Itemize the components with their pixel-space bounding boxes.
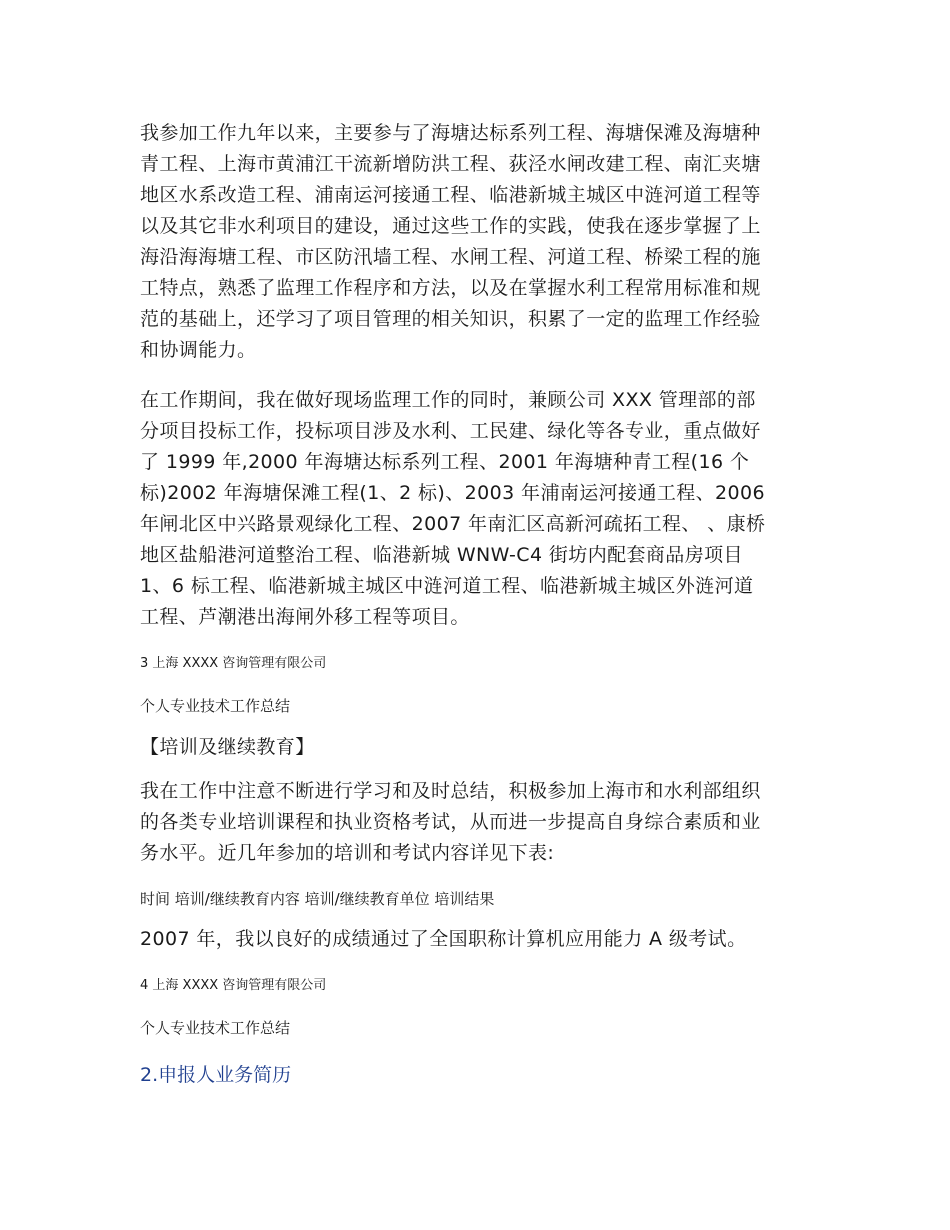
section-heading-resume: 2.申报人业务简历 [140, 1064, 292, 1086]
text-line: 以及其它非水利项目的建设，通过这些工作的实践，使我在逐步掌握了上 [140, 215, 761, 237]
text-line: 务水平。近几年参加的培训和考试内容详见下表: [140, 842, 555, 864]
text-line: 青工程、上海市黄浦江干流新增防洪工程、荻泾水闸改建工程、南汇夹塘 [140, 153, 761, 175]
document-page [140, 118, 820, 1088]
text-line: 工程、芦潮港出海闸外移工程等项目。 [140, 606, 470, 628]
page-header-doc-title: 个人专业技术工作总结 [140, 697, 291, 715]
text-line: 和协调能力。 [140, 339, 257, 361]
text-line: 标)2002 年海塘保滩工程(1、2 标)、2003 年浦南运河接通工程、2006 [140, 482, 765, 504]
text-line: 我在工作中注意不断进行学习和及时总结，积极参加上海市和水利部组织 [140, 780, 761, 802]
text-line: 的各类专业培训课程和执业资格考试，从而进一步提高自身综合素质和业 [140, 811, 761, 833]
text-line: 地区盐船港河道整治工程、临港新城 WNW-C4 街坊内配套商品房项目 [140, 544, 743, 566]
text-line: 在工作期间，我在做好现场监理工作的同时，兼顾公司 XXX 管理部的部 [140, 389, 756, 411]
page-footer-company: 3 上海 XXXX 咨询管理有限公司 [140, 656, 327, 671]
text-line: 范的基础上，还学习了项目管理的相关知识，积累了一定的监理工作经验 [140, 308, 761, 330]
text-line: 海沿海海塘工程、市区防汛墙工程、水闸工程、河道工程、桥梁工程的施 [140, 246, 761, 268]
paragraph-training [140, 776, 820, 869]
text-line: 年闸北区中兴路景观绿化工程、2007 年南汇区高新河疏拓工程、 、康桥 [140, 513, 766, 535]
training-note: 2007 年，我以良好的成绩通过了全国职称计算机应用能力 A 级考试。 [140, 928, 747, 950]
section-heading-training: 【培训及继续教育】 [140, 736, 315, 758]
text-line: 我参加工作九年以来，主要参与了海塘达标系列工程、海塘保滩及海塘种 [140, 122, 761, 144]
paragraph-bidding-work [140, 385, 820, 633]
text-line: 分项目投标工作，投标项目涉及水利、工民建、绿化等各专业，重点做好 [140, 420, 761, 442]
page-footer-company: 4 上海 XXXX 咨询管理有限公司 [140, 978, 327, 993]
text-line: 地区水系改造工程、浦南运河接通工程、临港新城主城区中涟河道工程等 [140, 184, 761, 206]
text-line: 工特点，熟悉了监理工作程序和方法，以及在掌握水利工程常用标准和规 [140, 277, 761, 299]
page-header-doc-title: 个人专业技术工作总结 [140, 1019, 291, 1037]
training-table-header: 时间 培训/继续教育内容 培训/继续教育单位 培训结果 [140, 890, 495, 908]
text-line: 了 1999 年,2000 年海塘达标系列工程、2001 年海塘种青工程(16 个 [140, 451, 750, 473]
paragraph-work-experience [140, 118, 820, 366]
text-line: 1、6 标工程、临港新城主城区中涟河道工程、临港新城主城区外涟河道 [140, 575, 754, 597]
